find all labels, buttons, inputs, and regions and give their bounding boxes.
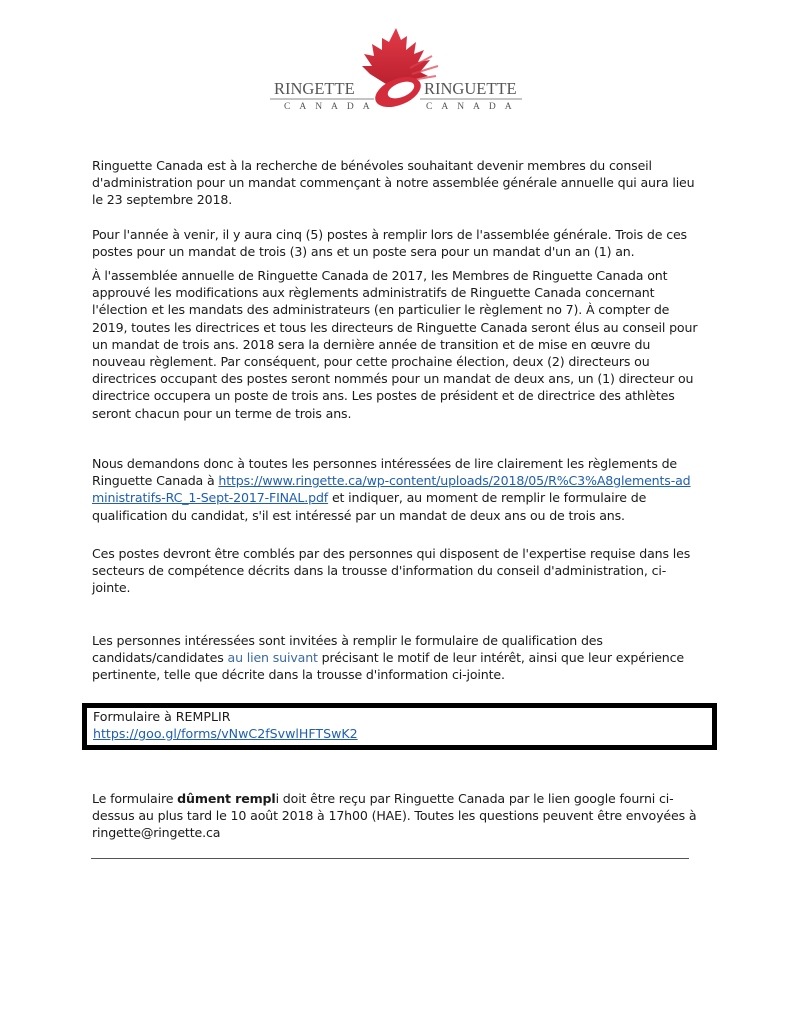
form-link-box bbox=[82, 703, 717, 750]
request-text-before: Nous demandons donc à toutes les personnes intéressées de lire clairement les règlements de Ringuette Canada à bbox=[92, 456, 678, 489]
expertise-text: Ces postes devront être comblés par des personnes qui disposent de l'expertise requise dans les secteurs de compétence décrits dans la trousse d'information du conseil d'administration, ci-jointe. bbox=[92, 546, 691, 596]
horizontal-rule bbox=[91, 858, 689, 859]
bylaw-paragraph bbox=[92, 267, 702, 422]
logo-right-subtext: CANADA bbox=[426, 102, 521, 110]
request-text-after: et indiquer, au moment de remplir le formulaire de qualification du candidat, s'il est intéressé par un mandat de deux ans ou de trois ans. bbox=[92, 490, 647, 523]
deadline-paragraph bbox=[92, 790, 702, 842]
intro-paragraph bbox=[92, 157, 702, 209]
bylaws-pdf-link[interactable]: https://www.ringette.ca/wp-content/uploads/2018/05/R%C3%A8glements-administratifs-RC_1-Sept-2017-FINAL.pdf bbox=[92, 473, 691, 506]
deadline-text-bold: dûment rempl bbox=[177, 791, 276, 806]
deadline-text-after: i doit être reçu par Ringuette Canada par le lien google fourni ci-dessus au plus tard le 10 août 2018 à 17h00 (HAE). Toutes les questions peuvent être envoyées à ringette@ringette.ca bbox=[92, 791, 697, 841]
logo-left-subtext: CANADA bbox=[284, 102, 379, 110]
logo-right-text: RINGUETTE bbox=[424, 79, 517, 98]
following-link-text: au lien suivant bbox=[227, 650, 318, 666]
expertise-paragraph bbox=[92, 545, 702, 597]
form-box-label: Formulaire à REMPLIR bbox=[93, 709, 231, 724]
application-paragraph bbox=[92, 632, 702, 684]
intro-text: Ringuette Canada est à la recherche de bénévoles souhaitant devenir membres du conseil d'administration pour un mandat commençant à notre assemblée générale annuelle qui aura lieu le 23 septembre 2018. bbox=[92, 158, 695, 208]
request-paragraph bbox=[92, 455, 702, 524]
bylaw-text: À l'assemblée annuelle de Ringuette Canada de 2017, les Membres de Ringuette Canada ont approuvé les modifications aux règlements administratifs de Ringuette Canada concernant l'élection et les mandats des administrateurs (en particulier le règlement no 7). À compter de 2019, toutes les directrices et tous les directeurs de Ringuette Canada seront élus au conseil pour un mandat de trois ans. 2018 sera la dernière année de transition et de mise en œuvre du nouveau règlement. Par conséquent, pour cette prochaine élection, deux (2) directeurs ou directrices occupant des postes seront nommés pour un mandat de deux ans, un (1) directeur ou directrice occupera un poste de trois ans. Les postes de président et de directrice des athlètes seront chacun pour un terme de trois ans. bbox=[92, 268, 698, 421]
ringette-canada-logo bbox=[270, 28, 522, 110]
logo-left-text: RINGETTE bbox=[274, 79, 355, 98]
maple-leaf-ring-icon bbox=[270, 28, 522, 110]
deadline-text bbox=[92, 790, 702, 842]
request-text bbox=[92, 455, 702, 524]
google-form-link[interactable]: https://goo.gl/forms/vNwC2fSvwlHFTSwK2 bbox=[93, 726, 358, 741]
application-text-before: Les personnes intéressées sont invitées à remplir le formulaire de qualification des candidats/candidates bbox=[92, 633, 603, 666]
deadline-text-before: Le formulaire bbox=[92, 791, 178, 806]
application-text bbox=[92, 632, 702, 684]
positions-paragraph bbox=[92, 226, 702, 260]
application-text-after: précisant le motif de leur intérêt, ainsi que leur expérience pertinente, telle que décrite dans la trousse d'information ci-jointe. bbox=[92, 650, 685, 683]
positions-text: Pour l'année à venir, il y aura cinq (5) postes à remplir lors de l'assemblée générale. Trois de ces postes pour un mandat de trois (3) ans et un poste sera pour un mandat d'un an (1) an. bbox=[92, 227, 687, 260]
